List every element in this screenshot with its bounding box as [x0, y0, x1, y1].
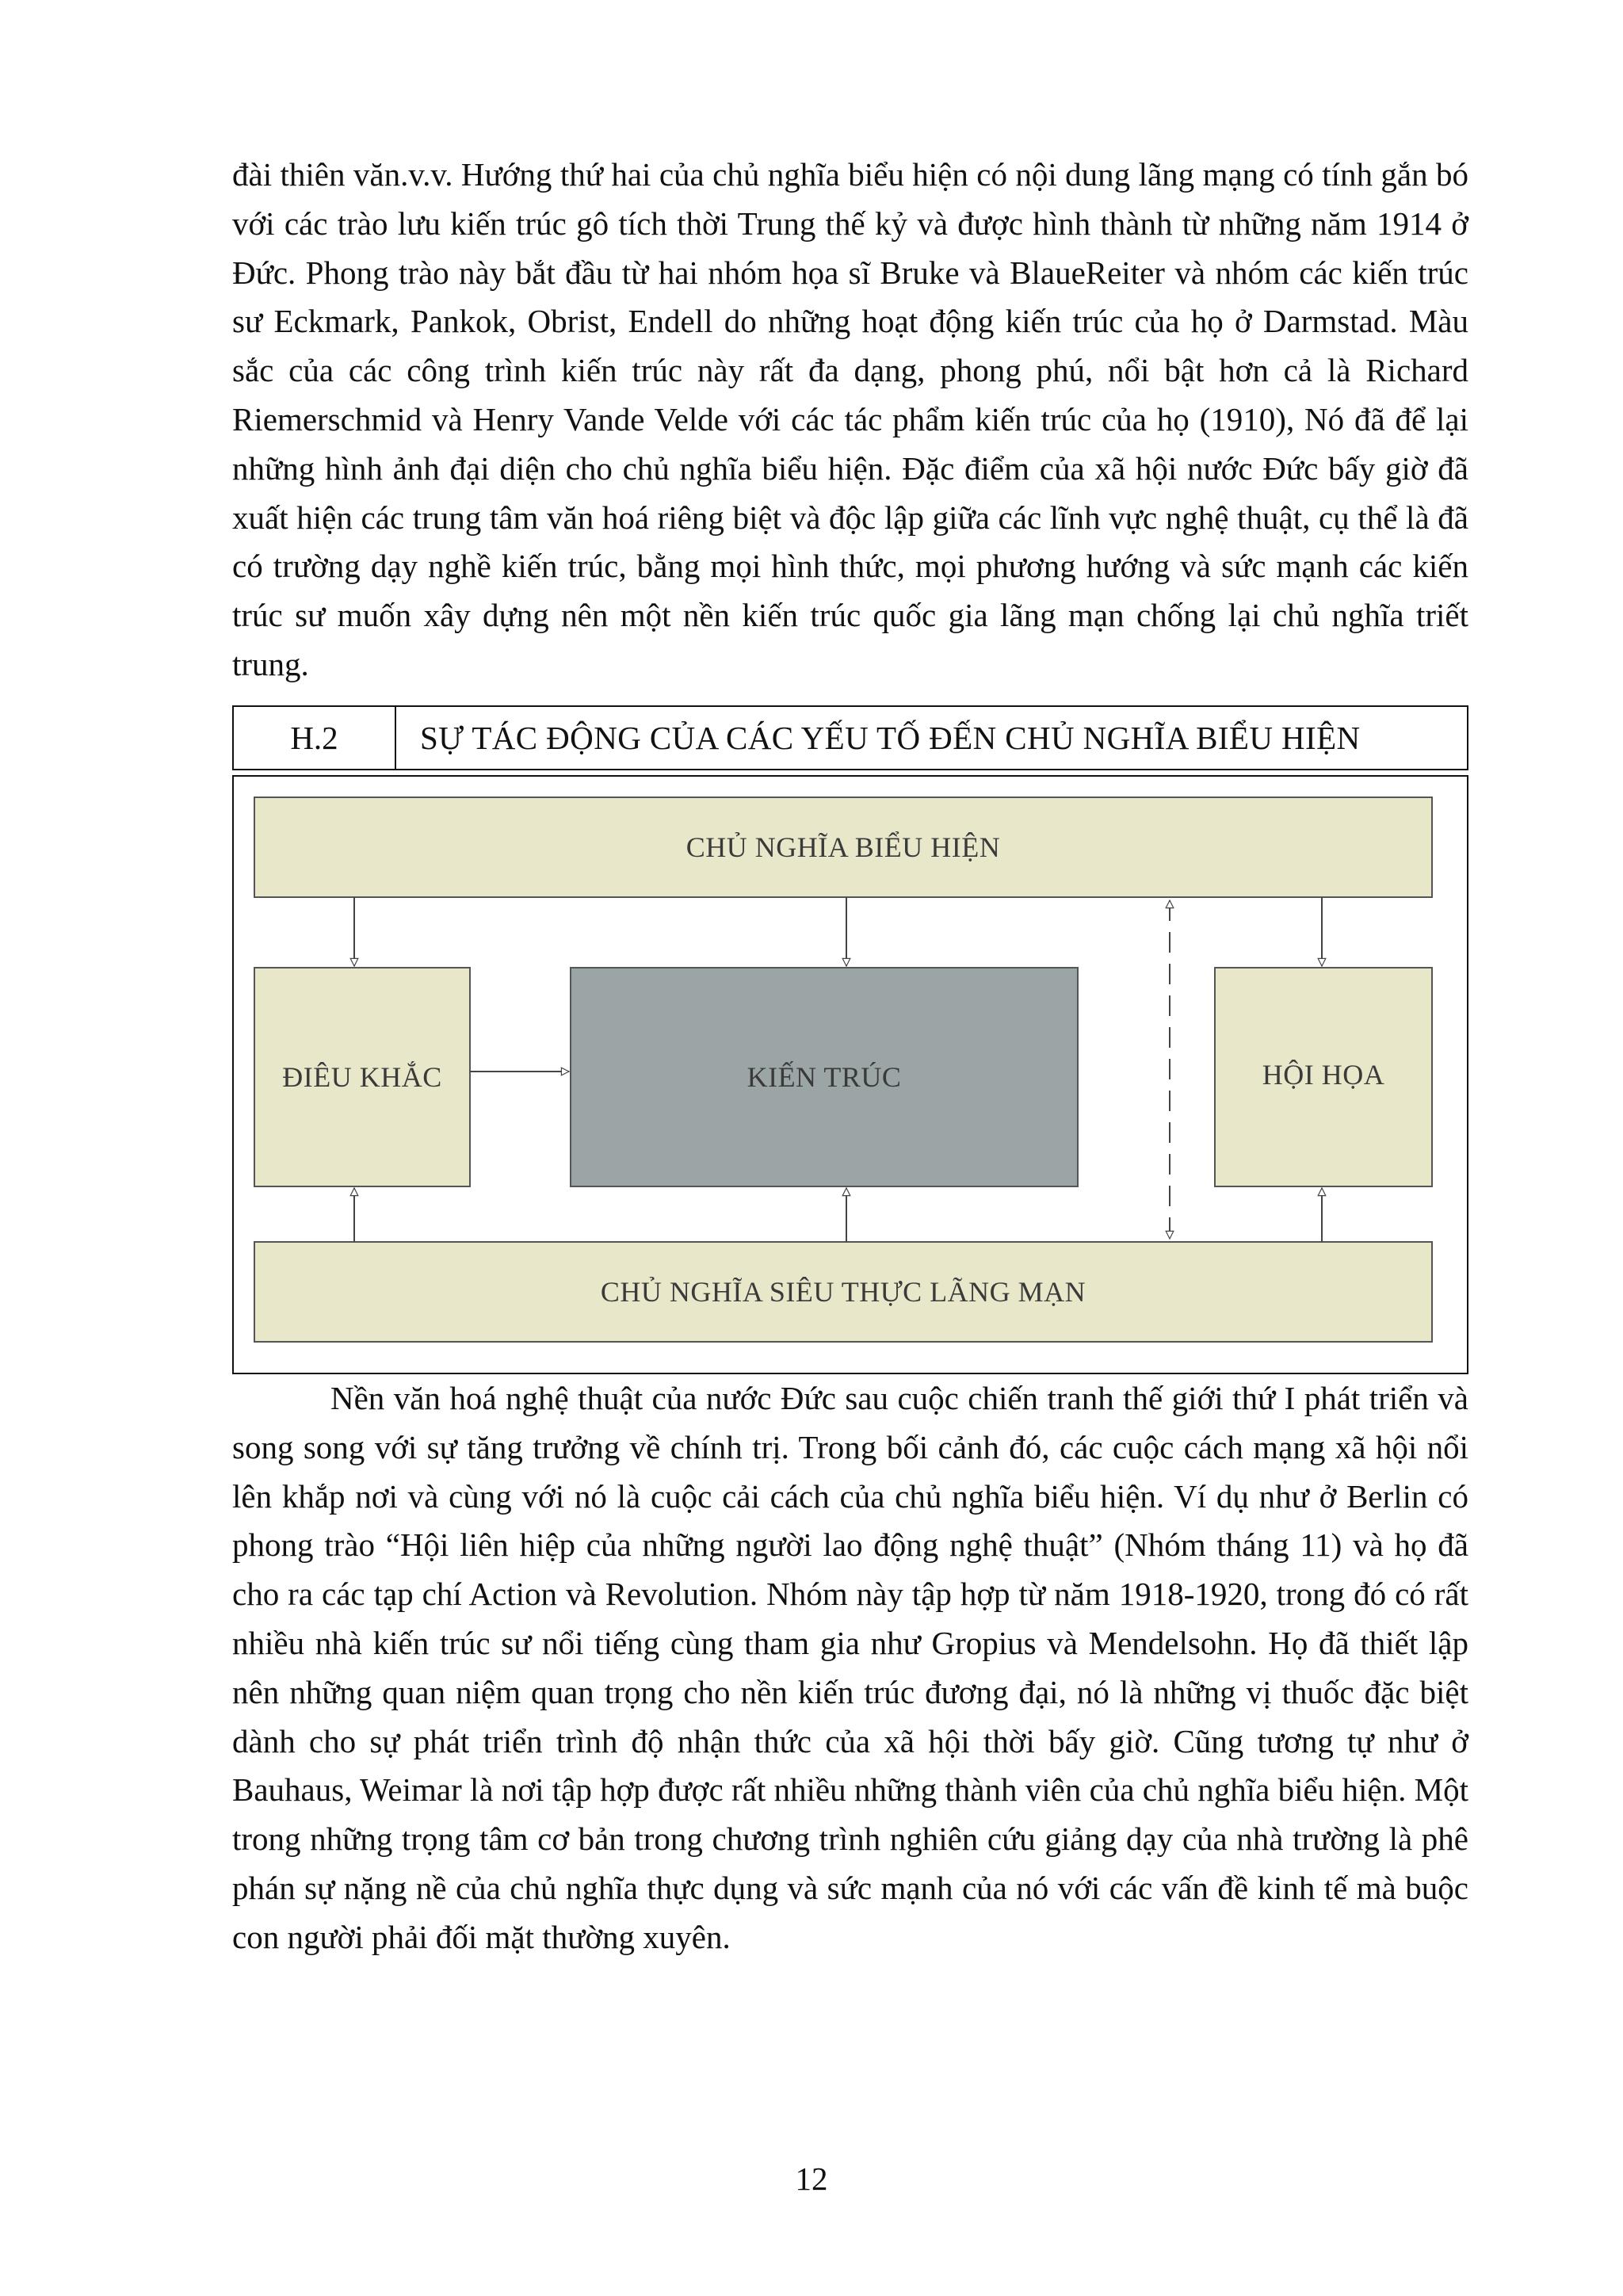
figure-id: H.2: [234, 707, 396, 769]
figure-title: SỰ TÁC ĐỘNG CỦA CÁC YẾU TỐ ĐẾN CHỦ NGHĨA BIỂU HIỆN: [420, 720, 1361, 756]
box-center-label: KIẾN TRÚC: [747, 1061, 902, 1093]
box-bottom: [254, 1242, 1432, 1342]
box-top: [254, 797, 1432, 897]
box-left-label: ĐIÊU KHẮC: [282, 1061, 442, 1093]
box-center: [571, 968, 1078, 1186]
paragraph-1: đài thiên văn.v.v. Hướng thứ hai của chủ nghĩa biểu hiện có nội dung lãng mạng có tính gắn bó với các trào lưu kiến trúc gô tích thời Trung thế kỷ và được hình thành từ những năm 1914 ở Đức. Phong trào này bắt đầu từ hai nhóm họa sĩ Bruke và BlaueReiter và nhóm các kiến trúc sư Eckmark, Pankok, Obrist, Endell do những hoạt động kiến trúc của họ ở Darmstad. Màu sắc của các công trình kiến trúc này rất đa dạng, phong phú, nổi bật hơn cả là Richard Riemerschmid và Henry Vande Velde với các tác phẩm kiến trúc của họ (1910), Nó đã để lại những hình ảnh đại diện cho chủ nghĩa biểu hiện. Đặc điểm của xã hội nước Đức bấy giờ đã xuất hiện các trung tâm văn hoá riêng biệt và độc lập giữa các lĩnh vực nghệ thuật, cụ thể là đã có trường dạy nghề kiến trúc, bằng mọi hình thức, mọi phương hướng và sức mạnh các kiến trúc sư muốn xây dựng nên một nền kiến trúc quốc gia lãng mạn chống lại chủ nghĩa triết trung.: [232, 156, 1468, 682]
diagram-frame: [232, 775, 1468, 1374]
box-right-label: HỘI HỌA: [1262, 1059, 1385, 1091]
paragraph-2: Nền văn hoá nghệ thuật của nước Đức sau cuộc chiến tranh thế giới thứ I phát triển và song song với sự tăng trưởng về chính trị. Trong bối cảnh đó, các cuộc cách mạng xã hội nổi lên khắp nơi và cùng với nó là cuộc cải cách của chủ nghĩa biểu hiện. Ví dụ như ở Berlin có phong trào “Hội liên hiệp của những người lao động nghệ thuật” (Nhóm tháng 11) và họ đã cho ra các tạp chí Action và Revolution. Nhóm này tập hợp từ năm 1918-1920, trong đó có rất nhiều nhà kiến trúc sư nổi tiếng cùng tham gia như Gropius và Mendelsohn. Họ đã thiết lập nên những quan niệm quan trọng cho nền kiến trúc đương đại, nó là những vị thuốc đặc biệt dành cho sự phát triển trình độ nhận thức của xã hội thời bấy giờ. Cũng tương tự như ở Bauhaus, Weimar là nơi tập hợp được rất nhiều những thành viên của chủ nghĩa biểu hiện. Một trong những trọng tâm cơ bản trong chương trình nghiên cứu giảng dạy của nhà trường là phê phán sự nặng nề của chủ nghĩa thực dụng và sức mạnh của nó với các vấn đề kinh tế mà buộc con người phải đối mặt thường xuyên.: [232, 1380, 1468, 1955]
box-right: [1215, 968, 1432, 1186]
box-top-label: CHỦ NGHĨA BIỂU HIỆN: [685, 831, 1001, 863]
box-left: [254, 968, 470, 1186]
diagram-svg: [234, 777, 1467, 1373]
figure-caption-table: [232, 705, 1468, 770]
page-number: 12: [795, 2160, 828, 2197]
box-bottom-label: CHỦ NGHĨA SIÊU THỰC LÃNG MẠN: [600, 1276, 1086, 1308]
